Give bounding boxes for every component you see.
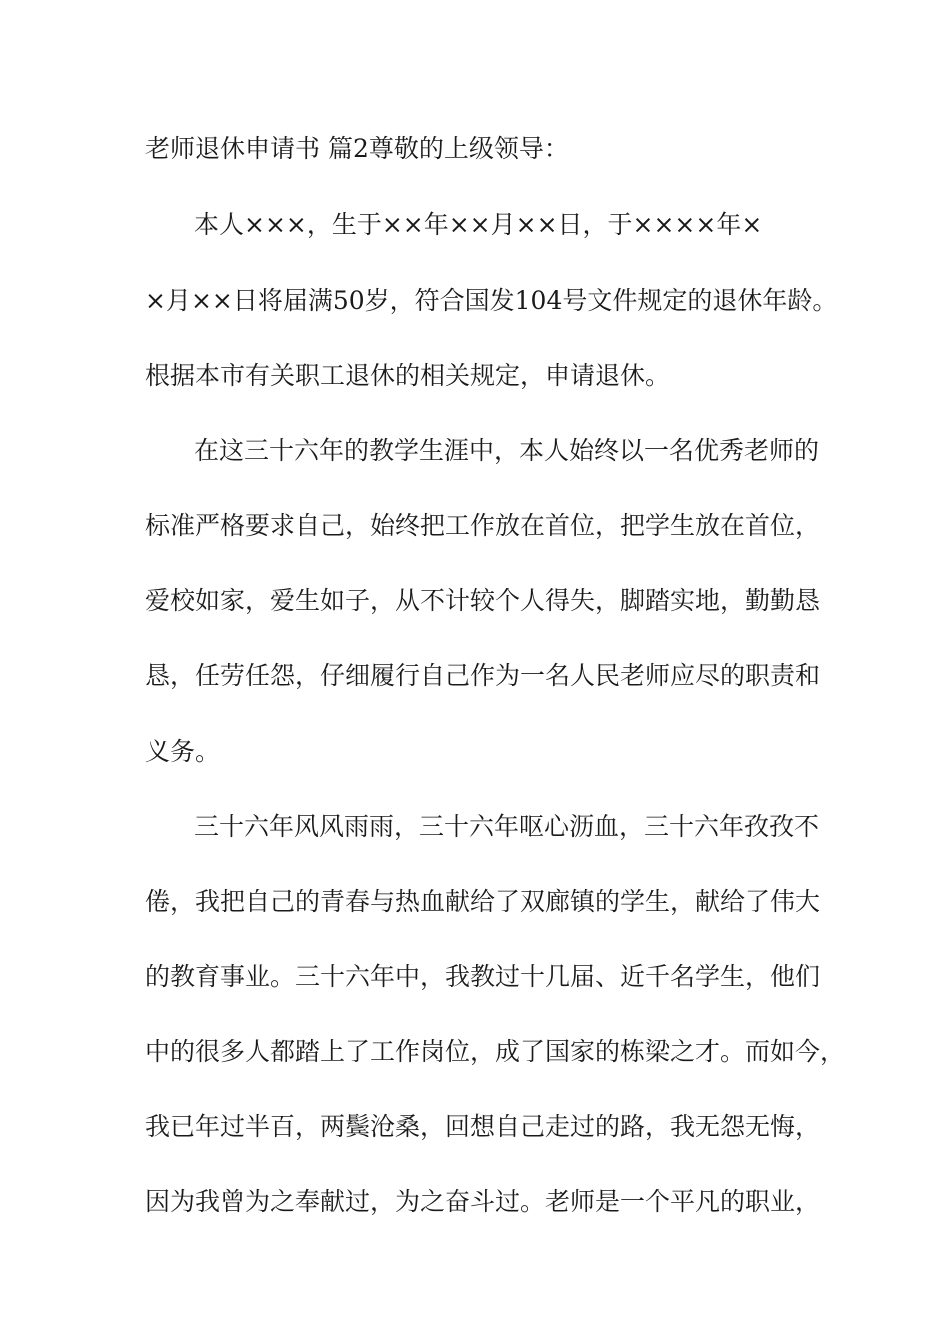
paragraph-line: 中的很多人都踏上了工作岗位，成了国家的栋梁之才。而如今， xyxy=(145,1037,846,1066)
paragraph-line: 三十六年风风雨雨，三十六年呕心沥血，三十六年孜孜不 xyxy=(194,812,820,841)
paragraph-line: 因为我曾为之奉献过，为之奋斗过。老师是一个平凡的职业， xyxy=(145,1187,821,1216)
paragraph-line: 爱校如家，爱生如子，从不计较个人得失，脚踏实地，勤勤恳 xyxy=(145,586,821,615)
paragraph-line: 我已年过半百，两鬓沧桑，回想自己走过的路，我无怨无悔， xyxy=(145,1112,821,1141)
paragraph-line: ×月××日将届满50岁，符合国发104号文件规定的退休年龄。 xyxy=(145,286,838,315)
paragraph-line: 义务。 xyxy=(145,737,221,766)
paragraph-line: 的教育事业。三十六年中，我教过十几届、近千名学生，他们 xyxy=(145,962,821,991)
paragraph-line: 在这三十六年的教学生涯中，本人始终以一名优秀老师的 xyxy=(194,436,820,465)
document-title-line: 老师退休申请书 篇2尊敬的上级领导： xyxy=(145,134,569,163)
paragraph-line: 根据本市有关职工退休的相关规定，申请退休。 xyxy=(145,361,671,390)
paragraph-line: 标准严格要求自己，始终把工作放在首位，把学生放在首位， xyxy=(145,511,821,540)
paragraph-line: 恳，任劳任怨，仔细履行自己作为一名人民老师应尽的职责和 xyxy=(145,661,821,690)
paragraph-line: 本人×××，生于××年××月××日，于××××年× xyxy=(194,210,763,239)
paragraph-line: 倦，我把自己的青春与热血献给了双廊镇的学生，献给了伟大 xyxy=(145,887,821,916)
